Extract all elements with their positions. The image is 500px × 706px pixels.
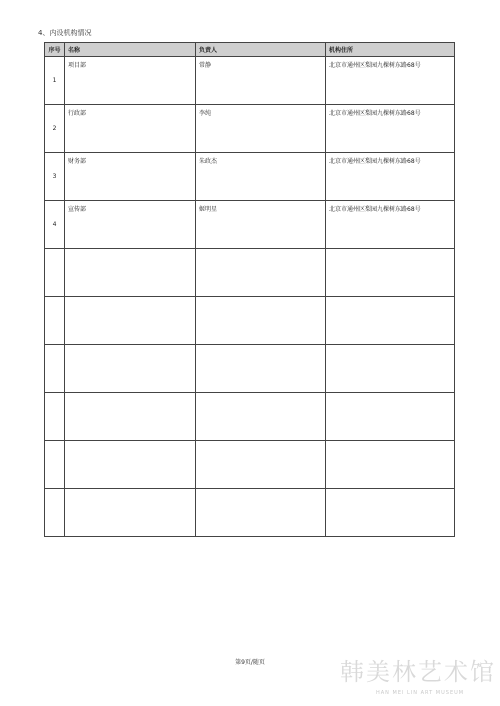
watermark-logo-text: 韩美林艺术馆 [340,658,496,686]
cell-name [65,345,196,393]
header-name: 名称 [65,43,196,57]
table-row [45,57,455,105]
cell-name: 宣传部 [65,201,196,249]
table-row [45,201,455,249]
cell-address [326,441,455,489]
table-row [45,345,455,393]
table-header-row [45,43,455,57]
table-row [45,249,455,297]
cell-address [326,393,455,441]
section-title: 4、内设机构情况 [38,29,92,37]
cell-name [65,489,196,537]
cell-no: 1 [45,57,65,105]
table-row [45,441,455,489]
cell-head: 朱政杰 [196,153,326,201]
cell-head [196,297,326,345]
org-structure-table [44,42,455,537]
cell-no [45,489,65,537]
cell-no [45,393,65,441]
cell-address: 北京市通州区梨园九棵树东路68号 [326,105,455,153]
header-head: 负责人 [196,43,326,57]
museum-watermark [340,655,496,701]
cell-name [65,393,196,441]
cell-no [45,345,65,393]
cell-no: 4 [45,201,65,249]
cell-name [65,249,196,297]
header-address: 机构住所 [326,43,455,57]
table-row [45,105,455,153]
cell-address [326,297,455,345]
cell-name [65,441,196,489]
cell-name [65,297,196,345]
cell-address [326,249,455,297]
cell-head: 李纯 [196,105,326,153]
cell-name: 项目部 [65,57,196,105]
table-row [45,393,455,441]
cell-address [326,489,455,537]
cell-address: 北京市通州区梨园九棵树东路68号 [326,153,455,201]
watermark-english-text: HAN MEI LIN ART MUSEUM [376,690,465,696]
cell-head [196,393,326,441]
table-row [45,489,455,537]
cell-name: 行政部 [65,105,196,153]
header-no: 序号 [45,43,65,57]
cell-head [196,489,326,537]
cell-head [196,345,326,393]
cell-address: 北京市通州区梨园九棵树东路68号 [326,201,455,249]
cell-no [45,297,65,345]
cell-head [196,249,326,297]
table-row [45,153,455,201]
cell-address [326,345,455,393]
cell-name: 财务部 [65,153,196,201]
cell-head: 常静 [196,57,326,105]
cell-address: 北京市通州区梨园九棵树东路68号 [326,57,455,105]
cell-head [196,441,326,489]
table-row [45,297,455,345]
cell-no: 3 [45,153,65,201]
cell-head: 姬明星 [196,201,326,249]
page-footer: 第9页/随页 [235,659,265,666]
cell-no [45,441,65,489]
cell-no [45,249,65,297]
cell-no: 2 [45,105,65,153]
